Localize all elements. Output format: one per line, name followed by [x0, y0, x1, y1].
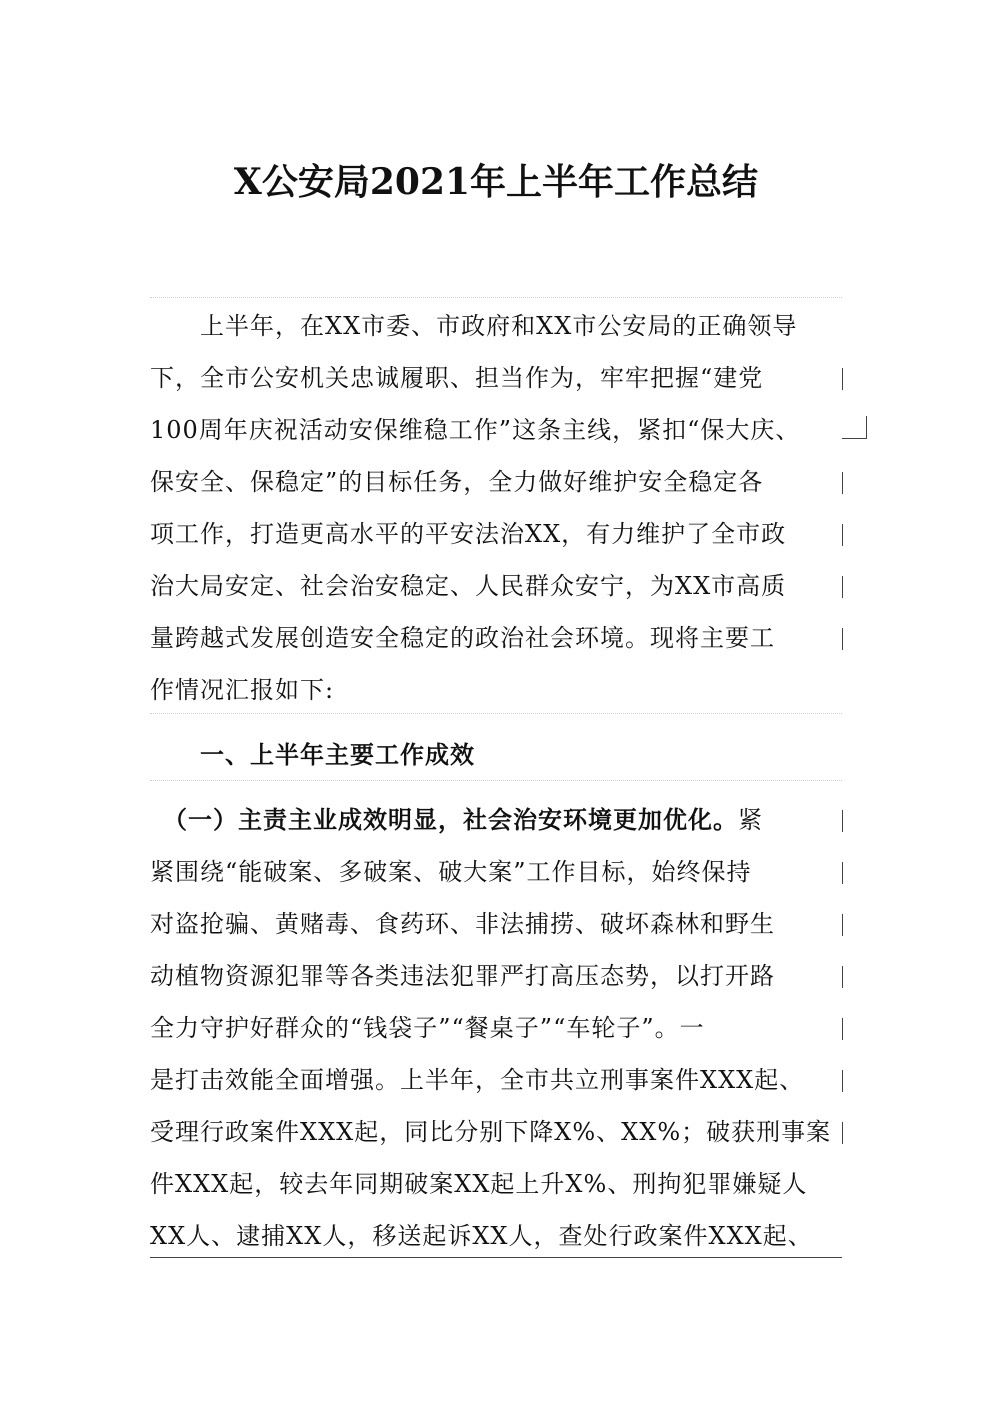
intro-line: 保安全、保稳定”的目标任务，全力做好维护安全稳定各: [150, 468, 764, 496]
section-heading: 一、上半年主要工作成效: [150, 740, 475, 769]
heading-bottom-border: [150, 780, 842, 781]
body-line: 全力守护好群众的“钱袋子”“餐桌子”“车轮子”。一: [150, 1014, 705, 1042]
intro-line: 下，全市公安机关忠诚履职、担当作为，牢牢把握“建党: [150, 364, 764, 392]
margin-boundary-mark: [842, 628, 843, 650]
margin-boundary-mark: [842, 810, 843, 832]
subsection-first-line: [150, 794, 850, 846]
margin-boundary-mark: [842, 1018, 843, 1040]
margin-boundary-mark: [842, 368, 843, 390]
margin-boundary-mark: [842, 416, 867, 439]
intro-line: 上半年，在XX市委、市政府和XX市公安局的正确领导: [150, 312, 798, 340]
body-line: XX人、逮捕XX人，移送起诉XX人，查处行政案件XXX起、: [150, 1222, 813, 1250]
margin-boundary-mark: [842, 472, 843, 494]
body-line: 对盗抢骗、黄赌毒、食药环、非法捕捞、破坏森林和野生: [150, 910, 775, 938]
margin-boundary-mark: [842, 1070, 843, 1092]
margin-boundary-mark: [842, 862, 843, 884]
intro-line: 100周年庆祝活动安保维稳工作”这条主线，紧扣“保大庆、: [150, 416, 801, 444]
margin-boundary-mark: [842, 966, 843, 988]
intro-line: 作情况汇报如下:: [150, 676, 335, 704]
body-line: 是打击效能全面增强。上半年，全市共立刑事案件XXX起、: [150, 1066, 805, 1094]
body-line: 动植物资源犯罪等各类违法犯罪严打高压态势，以打开路: [150, 962, 775, 990]
margin-boundary-mark: [842, 524, 843, 546]
intro-line: 量跨越式发展创造安全稳定的政治社会环境。现将主要工: [150, 624, 775, 652]
body-line: 紧围绕“能破案、多破案、破大案”工作目标，始终保持: [150, 858, 752, 886]
paragraph-top-border: [150, 297, 842, 298]
intro-line: 治大局安定、社会治安稳定、人民群众安宁，为XX市高质: [150, 572, 787, 600]
subsection-first-line-text: 紧: [738, 806, 763, 834]
intro-line: 项工作，打造更高水平的平安法治XX，有力维护了全市政: [150, 520, 787, 548]
paragraph-bottom-border: [150, 713, 842, 714]
page-bottom-rule: [150, 1257, 842, 1258]
margin-boundary-mark: [842, 1122, 843, 1144]
document-title: X公安局2021年上半年工作总结: [233, 161, 759, 203]
margin-boundary-mark: [842, 914, 843, 936]
body-line: 件XXX起，较去年同期破案XX起上升X%、刑拘犯罪嫌疑人: [150, 1170, 808, 1198]
body-line: 受理行政案件XXX起，同比分别下降X%、XX%；破获刑事案: [150, 1118, 832, 1146]
margin-boundary-mark: [842, 576, 843, 598]
subsection-heading: （一）主责主业成效明显，社会治安环境更加优化。: [150, 805, 738, 834]
